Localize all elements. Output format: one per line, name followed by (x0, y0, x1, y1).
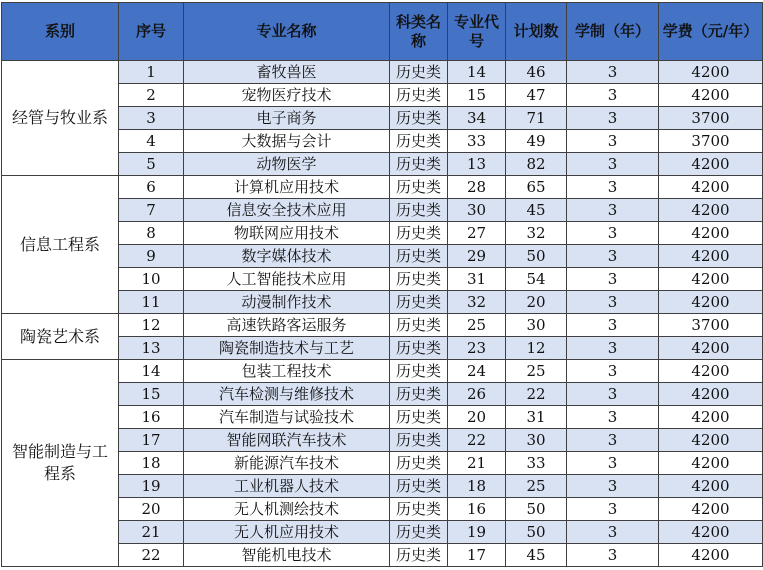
table-body (2, 61, 763, 567)
subject-cell: 历史类 (390, 383, 448, 406)
major-cell: 智能机电技术 (184, 544, 390, 567)
major-cell: 畜牧兽医 (184, 61, 390, 84)
code-cell: 28 (448, 176, 506, 199)
fee-cell: 4200 (659, 337, 763, 360)
major-cell: 无人机应用技术 (184, 521, 390, 544)
plan-cell: 32 (506, 222, 567, 245)
major-cell: 陶瓷制造技术与工艺 (184, 337, 390, 360)
duration-cell: 3 (567, 84, 659, 107)
duration-cell: 3 (567, 429, 659, 452)
fee-cell: 4200 (659, 383, 763, 406)
duration-cell: 3 (567, 61, 659, 84)
dept-cell: 陶瓷艺术系 (2, 314, 119, 360)
plan-cell: 30 (506, 314, 567, 337)
duration-cell: 3 (567, 153, 659, 176)
duration-cell: 3 (567, 452, 659, 475)
duration-cell: 3 (567, 314, 659, 337)
code-cell: 22 (448, 429, 506, 452)
plan-cell: 65 (506, 176, 567, 199)
fee-cell: 4200 (659, 153, 763, 176)
plan-cell: 30 (506, 429, 567, 452)
table-row (2, 61, 763, 84)
seq-cell: 9 (119, 245, 184, 268)
seq-cell: 21 (119, 521, 184, 544)
subject-cell: 历史类 (390, 475, 448, 498)
duration-cell: 3 (567, 360, 659, 383)
seq-cell: 17 (119, 429, 184, 452)
code-cell: 30 (448, 199, 506, 222)
seq-cell: 1 (119, 61, 184, 84)
subject-cell: 历史类 (390, 544, 448, 567)
duration-cell: 3 (567, 498, 659, 521)
major-cell: 大数据与会计 (184, 130, 390, 153)
plan-cell: 12 (506, 337, 567, 360)
code-cell: 15 (448, 84, 506, 107)
subject-cell: 历史类 (390, 222, 448, 245)
major-cell: 人工智能技术应用 (184, 268, 390, 291)
header-subject: 科类名称 (390, 3, 448, 61)
duration-cell: 3 (567, 406, 659, 429)
fee-cell: 4200 (659, 475, 763, 498)
major-cell: 新能源汽车技术 (184, 452, 390, 475)
fee-cell: 4200 (659, 245, 763, 268)
plan-cell: 47 (506, 84, 567, 107)
fee-cell: 4200 (659, 199, 763, 222)
plan-cell: 82 (506, 153, 567, 176)
subject-cell: 历史类 (390, 107, 448, 130)
code-cell: 24 (448, 360, 506, 383)
duration-cell: 3 (567, 176, 659, 199)
plan-cell: 54 (506, 268, 567, 291)
seq-cell: 11 (119, 291, 184, 314)
fee-cell: 4200 (659, 429, 763, 452)
code-cell: 32 (448, 291, 506, 314)
seq-cell: 8 (119, 222, 184, 245)
fee-cell: 4200 (659, 222, 763, 245)
plan-cell: 25 (506, 475, 567, 498)
fee-cell: 4200 (659, 61, 763, 84)
seq-cell: 15 (119, 383, 184, 406)
table-row (2, 360, 763, 383)
fee-cell: 3700 (659, 107, 763, 130)
subject-cell: 历史类 (390, 360, 448, 383)
seq-cell: 19 (119, 475, 184, 498)
subject-cell: 历史类 (390, 130, 448, 153)
duration-cell: 3 (567, 337, 659, 360)
fee-cell: 4200 (659, 268, 763, 291)
major-cell: 宠物医疗技术 (184, 84, 390, 107)
major-cell: 汽车检测与维修技术 (184, 383, 390, 406)
code-cell: 26 (448, 383, 506, 406)
seq-cell: 16 (119, 406, 184, 429)
duration-cell: 3 (567, 222, 659, 245)
plan-cell: 45 (506, 199, 567, 222)
seq-cell: 5 (119, 153, 184, 176)
seq-cell: 6 (119, 176, 184, 199)
major-cell: 计算机应用技术 (184, 176, 390, 199)
fee-cell: 4200 (659, 452, 763, 475)
major-cell: 电子商务 (184, 107, 390, 130)
plan-cell: 20 (506, 291, 567, 314)
dept-cell: 智能制造与工程系 (2, 360, 119, 567)
code-cell: 27 (448, 222, 506, 245)
header-seq: 序号 (119, 3, 184, 61)
major-cell: 数字媒体技术 (184, 245, 390, 268)
plan-cell: 46 (506, 61, 567, 84)
fee-cell: 4200 (659, 521, 763, 544)
seq-cell: 14 (119, 360, 184, 383)
seq-cell: 12 (119, 314, 184, 337)
code-cell: 14 (448, 61, 506, 84)
code-cell: 34 (448, 107, 506, 130)
duration-cell: 3 (567, 383, 659, 406)
subject-cell: 历史类 (390, 337, 448, 360)
duration-cell: 3 (567, 475, 659, 498)
seq-cell: 13 (119, 337, 184, 360)
subject-cell: 历史类 (390, 245, 448, 268)
code-cell: 16 (448, 498, 506, 521)
dept-cell: 经管与牧业系 (2, 61, 119, 176)
header-row (2, 3, 763, 61)
code-cell: 20 (448, 406, 506, 429)
header-plan: 计划数 (506, 3, 567, 61)
seq-cell: 10 (119, 268, 184, 291)
fee-cell: 4200 (659, 498, 763, 521)
major-cell: 包装工程技术 (184, 360, 390, 383)
code-cell: 18 (448, 475, 506, 498)
seq-cell: 2 (119, 84, 184, 107)
subject-cell: 历史类 (390, 176, 448, 199)
code-cell: 19 (448, 521, 506, 544)
plan-cell: 71 (506, 107, 567, 130)
major-cell: 工业机器人技术 (184, 475, 390, 498)
seq-cell: 18 (119, 452, 184, 475)
table-row (2, 176, 763, 199)
fee-cell: 4200 (659, 544, 763, 567)
subject-cell: 历史类 (390, 153, 448, 176)
plan-cell: 49 (506, 130, 567, 153)
major-cell: 动物医学 (184, 153, 390, 176)
major-cell: 信息安全技术应用 (184, 199, 390, 222)
subject-cell: 历史类 (390, 61, 448, 84)
duration-cell: 3 (567, 521, 659, 544)
subject-cell: 历史类 (390, 84, 448, 107)
header-dept: 系别 (2, 3, 119, 61)
fee-cell: 4200 (659, 406, 763, 429)
code-cell: 31 (448, 268, 506, 291)
subject-cell: 历史类 (390, 199, 448, 222)
major-cell: 动漫制作技术 (184, 291, 390, 314)
fee-cell: 4200 (659, 84, 763, 107)
plan-cell: 50 (506, 245, 567, 268)
code-cell: 23 (448, 337, 506, 360)
subject-cell: 历史类 (390, 521, 448, 544)
code-cell: 25 (448, 314, 506, 337)
header-code: 专业代号 (448, 3, 506, 61)
header-major: 专业名称 (184, 3, 390, 61)
major-cell: 汽车制造与试验技术 (184, 406, 390, 429)
fee-cell: 4200 (659, 291, 763, 314)
plan-cell: 50 (506, 498, 567, 521)
fee-cell: 4200 (659, 360, 763, 383)
seq-cell: 3 (119, 107, 184, 130)
subject-cell: 历史类 (390, 406, 448, 429)
plan-cell: 33 (506, 452, 567, 475)
major-cell: 智能网联汽车技术 (184, 429, 390, 452)
duration-cell: 3 (567, 268, 659, 291)
subject-cell: 历史类 (390, 452, 448, 475)
admissions-plan-table (1, 2, 763, 567)
subject-cell: 历史类 (390, 498, 448, 521)
code-cell: 13 (448, 153, 506, 176)
code-cell: 33 (448, 130, 506, 153)
fee-cell: 4200 (659, 176, 763, 199)
fee-cell: 3700 (659, 314, 763, 337)
code-cell: 17 (448, 544, 506, 567)
plan-cell: 31 (506, 406, 567, 429)
code-cell: 21 (448, 452, 506, 475)
seq-cell: 4 (119, 130, 184, 153)
duration-cell: 3 (567, 245, 659, 268)
plan-cell: 22 (506, 383, 567, 406)
dept-cell: 信息工程系 (2, 176, 119, 314)
header-fee: 学费（元/年） (659, 3, 763, 61)
subject-cell: 历史类 (390, 268, 448, 291)
duration-cell: 3 (567, 107, 659, 130)
duration-cell: 3 (567, 199, 659, 222)
table-header (2, 3, 763, 61)
subject-cell: 历史类 (390, 291, 448, 314)
plan-cell: 50 (506, 521, 567, 544)
duration-cell: 3 (567, 291, 659, 314)
subject-cell: 历史类 (390, 314, 448, 337)
plan-cell: 45 (506, 544, 567, 567)
seq-cell: 7 (119, 199, 184, 222)
fee-cell: 3700 (659, 130, 763, 153)
seq-cell: 20 (119, 498, 184, 521)
duration-cell: 3 (567, 544, 659, 567)
major-cell: 物联网应用技术 (184, 222, 390, 245)
duration-cell: 3 (567, 130, 659, 153)
header-duration: 学制（年） (567, 3, 659, 61)
table-row (2, 314, 763, 337)
major-cell: 高速铁路客运服务 (184, 314, 390, 337)
major-cell: 无人机测绘技术 (184, 498, 390, 521)
subject-cell: 历史类 (390, 429, 448, 452)
seq-cell: 22 (119, 544, 184, 567)
plan-cell: 25 (506, 360, 567, 383)
code-cell: 29 (448, 245, 506, 268)
